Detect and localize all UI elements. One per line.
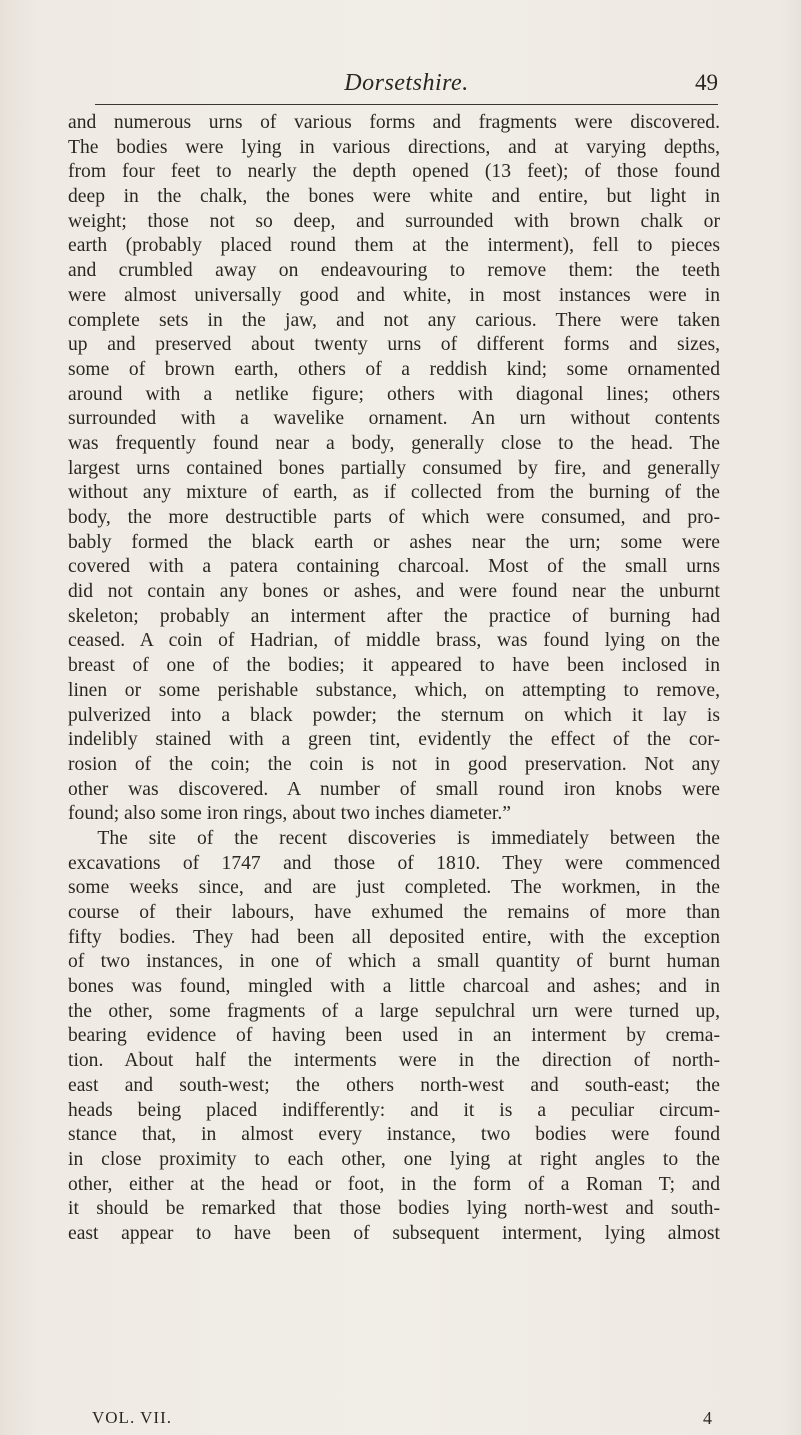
text-line: linen or some perishable substance, which, on attempting to remove, — [68, 679, 720, 701]
text-line: body, the more destructible parts of which were consumed, and pro- — [68, 507, 720, 528]
text-line: some of brown earth, others of a reddish kind; some ornamented — [68, 358, 720, 380]
text-line: from four feet to nearly the depth opened (13 feet); of those found — [68, 161, 720, 183]
text-line: skeleton; probably an interment after the practice of burning had — [68, 605, 720, 627]
text-line: covered with a patera containing charcoal. Most of the small urns — [68, 556, 720, 578]
text-line: some weeks since, and are just completed. The workmen, in the — [68, 877, 720, 899]
text-line: earth (probably placed round them at the interment), fell to pieces — [68, 235, 720, 257]
text-line: bably formed the black earth or ashes near the urn; some were — [68, 531, 720, 553]
signature-mark: 4 — [703, 1408, 712, 1428]
text-line: the other, some fragments of a large sepulchral urn were turned up, — [68, 1000, 720, 1022]
text-line: course of their labours, have exhumed the remains of more than — [68, 902, 720, 923]
text-line: tion. About half the interments were in the direction of north- — [68, 1050, 720, 1072]
text-line: found; also some iron rings, about two inches diameter.” — [68, 803, 511, 825]
text-line: complete sets in the jaw, and not any carious. There were taken — [68, 309, 720, 331]
text-line: up and preserved about twenty urns of different forms and sizes, — [68, 334, 720, 356]
text-line: of two instances, in one of which a small quantity of burnt human — [68, 951, 720, 973]
text-line: were almost universally good and white, in most instances were in — [68, 284, 720, 306]
text-line: it should be remarked that those bodies lying north-west and south- — [68, 1198, 720, 1220]
text-line: was frequently found near a body, generally close to the head. The — [68, 432, 720, 454]
text-line: fifty bodies. They had been all deposited entire, with the exception — [68, 926, 720, 948]
text-line: breast of one of the bodies; it appeared to have been inclosed in — [68, 655, 720, 677]
text-line: around with a netlike figure; others with diagonal lines; others — [68, 383, 720, 405]
text-line: weight; those not so deep, and surrounded with brown chalk or — [68, 210, 720, 232]
text-line: pulverized into a black powder; the sternum on which it lay is — [68, 704, 720, 726]
body-text — [68, 111, 720, 1247]
text-line: The site of the recent discoveries is immediately between the — [97, 827, 720, 849]
text-line: stance that, in almost every instance, two bodies were found — [68, 1124, 720, 1146]
text-line: The bodies were lying in various directions, and at varying depths, — [68, 136, 720, 158]
text-line: surrounded with a wavelike ornament. An urn without contents — [68, 408, 720, 430]
volume-signature: VOL. VII. — [92, 1408, 172, 1427]
page-footer — [92, 1407, 712, 1429]
running-title: Dorsetshire. — [344, 70, 469, 96]
text-line: largest urns contained bones partially consumed by fire, and generally — [68, 457, 720, 479]
text-line: and crumbled away on endeavouring to remove them: the teeth — [68, 260, 720, 282]
text-line: in close proximity to each other, one lying at right angles to the — [68, 1148, 720, 1170]
text-line: indelibly stained with a green tint, evidently the effect of the cor- — [68, 729, 720, 751]
page-header — [95, 70, 718, 102]
text-line: bearing evidence of having been used in an interment by crema- — [68, 1025, 720, 1047]
text-line: without any mixture of earth, as if collected from the burning of the — [68, 482, 720, 504]
text-line: other, either at the head or foot, in the form of a Roman T; and — [68, 1173, 720, 1195]
text-line: other was discovered. A number of small round iron knobs were — [68, 778, 720, 800]
text-line: heads being placed indifferently: and it is a peculiar circum- — [68, 1099, 720, 1121]
text-line: excavations of 1747 and those of 1810. They were commenced — [68, 852, 720, 874]
text-line: deep in the chalk, the bones were white and entire, but light in — [68, 186, 720, 208]
text-line: and numerous urns of various forms and fragments were discovered. — [68, 112, 720, 133]
text-line: ceased. A coin of Hadrian, of middle brass, was found lying on the — [68, 630, 720, 652]
text-line: east and south-west; the others north-west and south-east; the — [68, 1074, 720, 1096]
text-line: east appear to have been of subsequent interment, lying almost — [68, 1222, 720, 1244]
header-rule — [95, 104, 718, 105]
text-line: did not contain any bones or ashes, and were found near the unburnt — [68, 581, 720, 603]
text-line: bones was found, mingled with a little charcoal and ashes; and in — [68, 976, 720, 998]
text-line: rosion of the coin; the coin is not in good preservation. Not any — [68, 753, 720, 775]
page-number: 49 — [695, 70, 718, 95]
